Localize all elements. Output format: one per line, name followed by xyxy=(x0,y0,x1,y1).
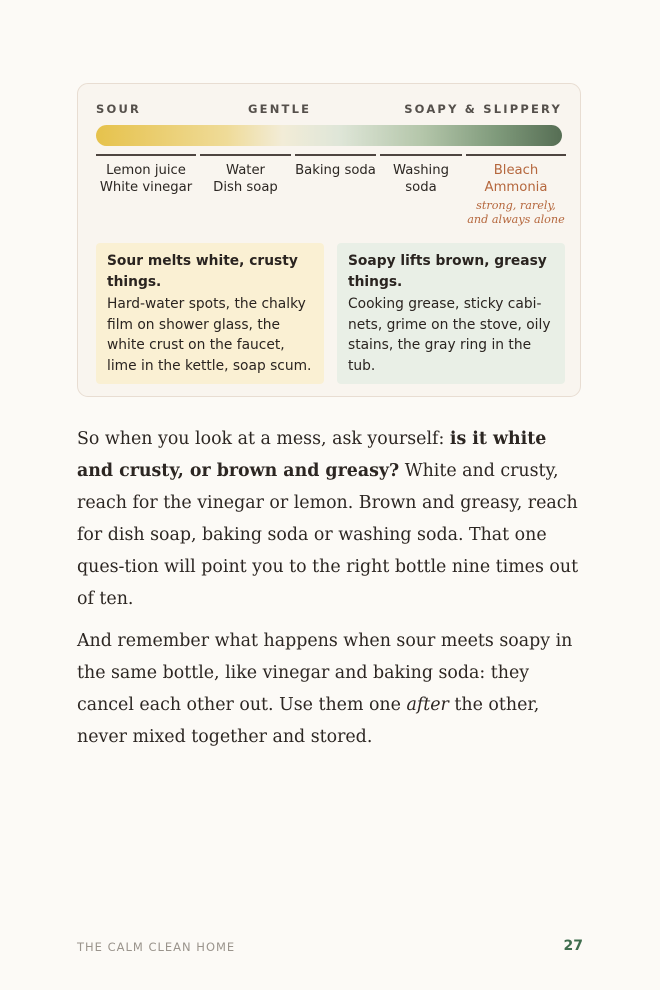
ph-scale-card xyxy=(77,83,581,397)
paragraph-2 xyxy=(77,625,585,753)
scale-label-sour: SOUR xyxy=(96,102,142,116)
scale-label-gentle: GENTLE xyxy=(248,102,312,116)
scale-item-line: Ammonia xyxy=(484,180,548,195)
bleach-warning-note: strong, rarely, and always alone xyxy=(467,199,565,226)
scale-header xyxy=(96,102,562,116)
scale-item-lemon-vinegar xyxy=(96,154,196,196)
scale-item-line: Washing xyxy=(393,163,449,178)
ph-gradient-bar xyxy=(96,125,562,146)
soapy-info-box xyxy=(337,243,565,384)
soapy-box-heading: Soapy lifts brown, greasy things. xyxy=(348,253,547,290)
scale-items xyxy=(96,154,566,234)
scale-item-washing-soda xyxy=(380,154,462,196)
body-text xyxy=(77,423,585,763)
scale-item-baking-soda xyxy=(295,154,376,179)
sour-info-box xyxy=(96,243,324,384)
p1-text-end: White and crusty, reach for the vinegar or lemon. Brown and greasy, reach for dish soap, baking soda or washing soda. That one ques-tion will point you to the right bottle nine times out of ten. xyxy=(77,461,579,609)
scale-item-line: soda xyxy=(405,180,437,195)
p1-text-start: So when you look at a mess, ask yourself: xyxy=(77,429,450,449)
page-number: 27 xyxy=(563,938,583,954)
scale-item-line: Baking soda xyxy=(295,163,376,178)
scale-item-line: Lemon juice xyxy=(106,163,186,178)
scale-item-line: Dish soap xyxy=(213,180,278,195)
footer-book-title: THE CALM CLEAN HOME xyxy=(77,940,236,954)
sour-box-text: Hard-water spots, the chalky film on shower glass, the white crust on the faucet, lime in the kettle, soap scum. xyxy=(107,296,312,374)
paragraph-1 xyxy=(77,423,585,615)
scale-item-line: Bleach xyxy=(493,163,539,178)
p2-italic-after: after xyxy=(406,695,449,715)
scale-item-water-soap xyxy=(200,154,291,196)
scale-label-soapy: SOAPY & SLIPPERY xyxy=(404,102,562,116)
soapy-box-text: Cooking grease, sticky cabi-nets, grime on the stove, oily stains, the gray ring in the tub. xyxy=(348,296,551,374)
sour-box-heading: Sour melts white, crusty things. xyxy=(107,253,298,290)
scale-item-bleach-ammonia xyxy=(466,154,566,227)
p1-bold-question: is it white and crusty, or brown and greasy? xyxy=(77,429,547,481)
page-footer xyxy=(77,938,583,956)
p2-text-end: the other, never mixed together and stored. xyxy=(77,695,540,747)
scale-item-line: White vinegar xyxy=(99,180,193,195)
scale-item-line: Water xyxy=(226,163,265,178)
p2-text-start: And remember what happens when sour meets soapy in the same bottle, like vinegar and baking soda: they cancel each other out. Use them one xyxy=(77,631,573,715)
